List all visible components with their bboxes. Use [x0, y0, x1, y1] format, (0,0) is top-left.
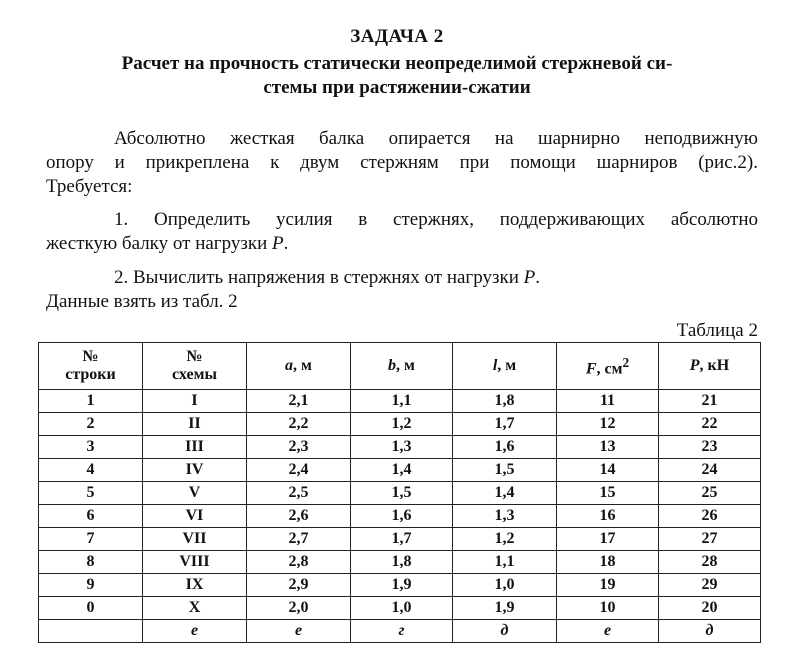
cell-b: 1,4 [351, 459, 453, 482]
item-2 [46, 266, 758, 290]
header-l-unit: , м [497, 357, 517, 374]
cell-row-number: 9 [39, 574, 143, 597]
cell-p: 26 [659, 505, 761, 528]
task-title: ЗАДАЧА 2 [350, 26, 444, 47]
header-l [453, 343, 557, 390]
cell-l: 1,8 [453, 390, 557, 413]
header-scheme-number-symbol: № [186, 348, 203, 365]
footer-cell-scheme: е [143, 620, 247, 643]
footer-cell-b: г [351, 620, 453, 643]
cell-l: 1,0 [453, 574, 557, 597]
cell-l: 1,1 [453, 551, 557, 574]
table-row [39, 482, 761, 505]
table-caption: Таблица 2 [676, 320, 758, 341]
cell-p: 28 [659, 551, 761, 574]
header-b-var: b [388, 357, 397, 374]
cell-f: 18 [557, 551, 659, 574]
header-f-var: F [585, 360, 597, 378]
cell-f: 11 [557, 390, 659, 413]
table-row [39, 574, 761, 597]
cell-row-number: 6 [39, 505, 143, 528]
cell-row-number: 1 [39, 390, 143, 413]
cell-f: 17 [557, 528, 659, 551]
footer-cell-p: д [659, 620, 761, 643]
table-row [39, 528, 761, 551]
header-row-number-symbol: № [82, 348, 99, 365]
cell-scheme: VIII [143, 551, 247, 574]
table-body [39, 390, 761, 643]
data-table [38, 342, 761, 643]
cell-scheme: V [143, 482, 247, 505]
header-a-unit: , м [293, 357, 312, 374]
cell-scheme: II [143, 413, 247, 436]
item-2-var: P [523, 267, 536, 288]
cell-scheme: IX [143, 574, 247, 597]
header-row-number [39, 343, 143, 390]
cell-scheme: III [143, 436, 247, 459]
table-header-row [39, 343, 761, 390]
cell-scheme: VII [143, 528, 247, 551]
table-row [39, 597, 761, 620]
cell-f: 16 [557, 505, 659, 528]
cell-scheme: X [143, 597, 247, 620]
cell-b: 1,9 [351, 574, 453, 597]
cell-scheme: I [143, 390, 247, 413]
cell-f: 14 [557, 459, 659, 482]
cell-p: 22 [659, 413, 761, 436]
cell-row-number: 5 [39, 482, 143, 505]
subtitle-line-2: стемы при растяжении-сжатии [263, 77, 531, 98]
cell-a: 2,5 [247, 482, 351, 505]
table-row [39, 390, 761, 413]
cell-l: 1,9 [453, 597, 557, 620]
header-f-sup: 2 [622, 354, 630, 370]
data-note: Данные взять из табл. 2 [46, 291, 238, 312]
footer-cell-a: е [247, 620, 351, 643]
cell-p: 27 [659, 528, 761, 551]
cell-p: 25 [659, 482, 761, 505]
cell-a: 2,1 [247, 390, 351, 413]
cell-b: 1,8 [351, 551, 453, 574]
item-1-line-1: 1. Определить усилия в стержнях, поддерживающих абсолютно [114, 209, 758, 230]
item-1-line-2 [46, 232, 758, 256]
cell-l: 1,3 [453, 505, 557, 528]
cell-b: 1,6 [351, 505, 453, 528]
header-a [247, 343, 351, 390]
cell-row-number: 4 [39, 459, 143, 482]
subtitle-line-1: Расчет на прочность статически неопределимой стержневой си- [121, 53, 673, 74]
header-l-var: l [492, 357, 498, 374]
table-footer-row [39, 620, 761, 643]
cell-l: 1,7 [453, 413, 557, 436]
header-scheme-number-label: схемы [172, 366, 217, 383]
header-b-unit: , м [396, 357, 415, 374]
cell-a: 2,7 [247, 528, 351, 551]
cell-f: 13 [557, 436, 659, 459]
cell-b: 1,3 [351, 436, 453, 459]
cell-f: 12 [557, 413, 659, 436]
cell-l: 1,4 [453, 482, 557, 505]
cell-a: 2,6 [247, 505, 351, 528]
item-1-text: жесткую балку от нагрузки [46, 233, 272, 254]
cell-a: 2,2 [247, 413, 351, 436]
header-p-var: P [689, 357, 700, 374]
cell-a: 2,9 [247, 574, 351, 597]
table-row [39, 551, 761, 574]
table-row [39, 505, 761, 528]
footer-cell-f: е [557, 620, 659, 643]
item-1-var: P [272, 233, 284, 254]
table-row [39, 459, 761, 482]
header-scheme-number [143, 343, 247, 390]
cell-p: 21 [659, 390, 761, 413]
cell-scheme: VI [143, 505, 247, 528]
intro-line-2: опору и прикреплена к двум стержням при помощи шарниров (рис.2). [46, 152, 758, 173]
header-p-unit: , кН [699, 357, 730, 374]
header-f [557, 343, 659, 390]
item-1-suffix: . [283, 233, 289, 254]
cell-row-number: 2 [39, 413, 143, 436]
cell-row-number: 3 [39, 436, 143, 459]
cell-l: 1,6 [453, 436, 557, 459]
requirement-label: Требуется: [46, 176, 133, 197]
footer-cell-l: д [453, 620, 557, 643]
header-a-var: a [285, 357, 294, 374]
item-2-text: 2. Вычислить напряжения в стержнях от нагрузки [114, 267, 524, 288]
cell-a: 2,4 [247, 459, 351, 482]
cell-f: 10 [557, 597, 659, 620]
cell-p: 20 [659, 597, 761, 620]
cell-b: 1,2 [351, 413, 453, 436]
task-subtitle [40, 52, 754, 100]
cell-b: 1,5 [351, 482, 453, 505]
cell-b: 1,7 [351, 528, 453, 551]
cell-f: 19 [557, 574, 659, 597]
cell-row-number: 7 [39, 528, 143, 551]
cell-b: 1,1 [351, 390, 453, 413]
cell-p: 23 [659, 436, 761, 459]
cell-p: 29 [659, 574, 761, 597]
header-p [659, 343, 761, 390]
cell-f: 15 [557, 482, 659, 505]
table-row [39, 413, 761, 436]
cell-p: 24 [659, 459, 761, 482]
intro-line-1: Абсолютно жесткая балка опирается на шарнирно неподвижную [114, 128, 758, 149]
cell-l: 1,2 [453, 528, 557, 551]
item-2-suffix: . [535, 267, 540, 288]
cell-b: 1,0 [351, 597, 453, 620]
cell-l: 1,5 [453, 459, 557, 482]
header-f-unit: , см [596, 360, 623, 378]
cell-scheme: IV [143, 459, 247, 482]
cell-row-number: 8 [39, 551, 143, 574]
cell-a: 2,3 [247, 436, 351, 459]
cell-row-number: 0 [39, 597, 143, 620]
header-row-number-label: строки [65, 366, 116, 383]
header-b [351, 343, 453, 390]
cell-a: 2,8 [247, 551, 351, 574]
footer-cell-row-number [39, 620, 143, 643]
cell-a: 2,0 [247, 597, 351, 620]
table-row [39, 436, 761, 459]
